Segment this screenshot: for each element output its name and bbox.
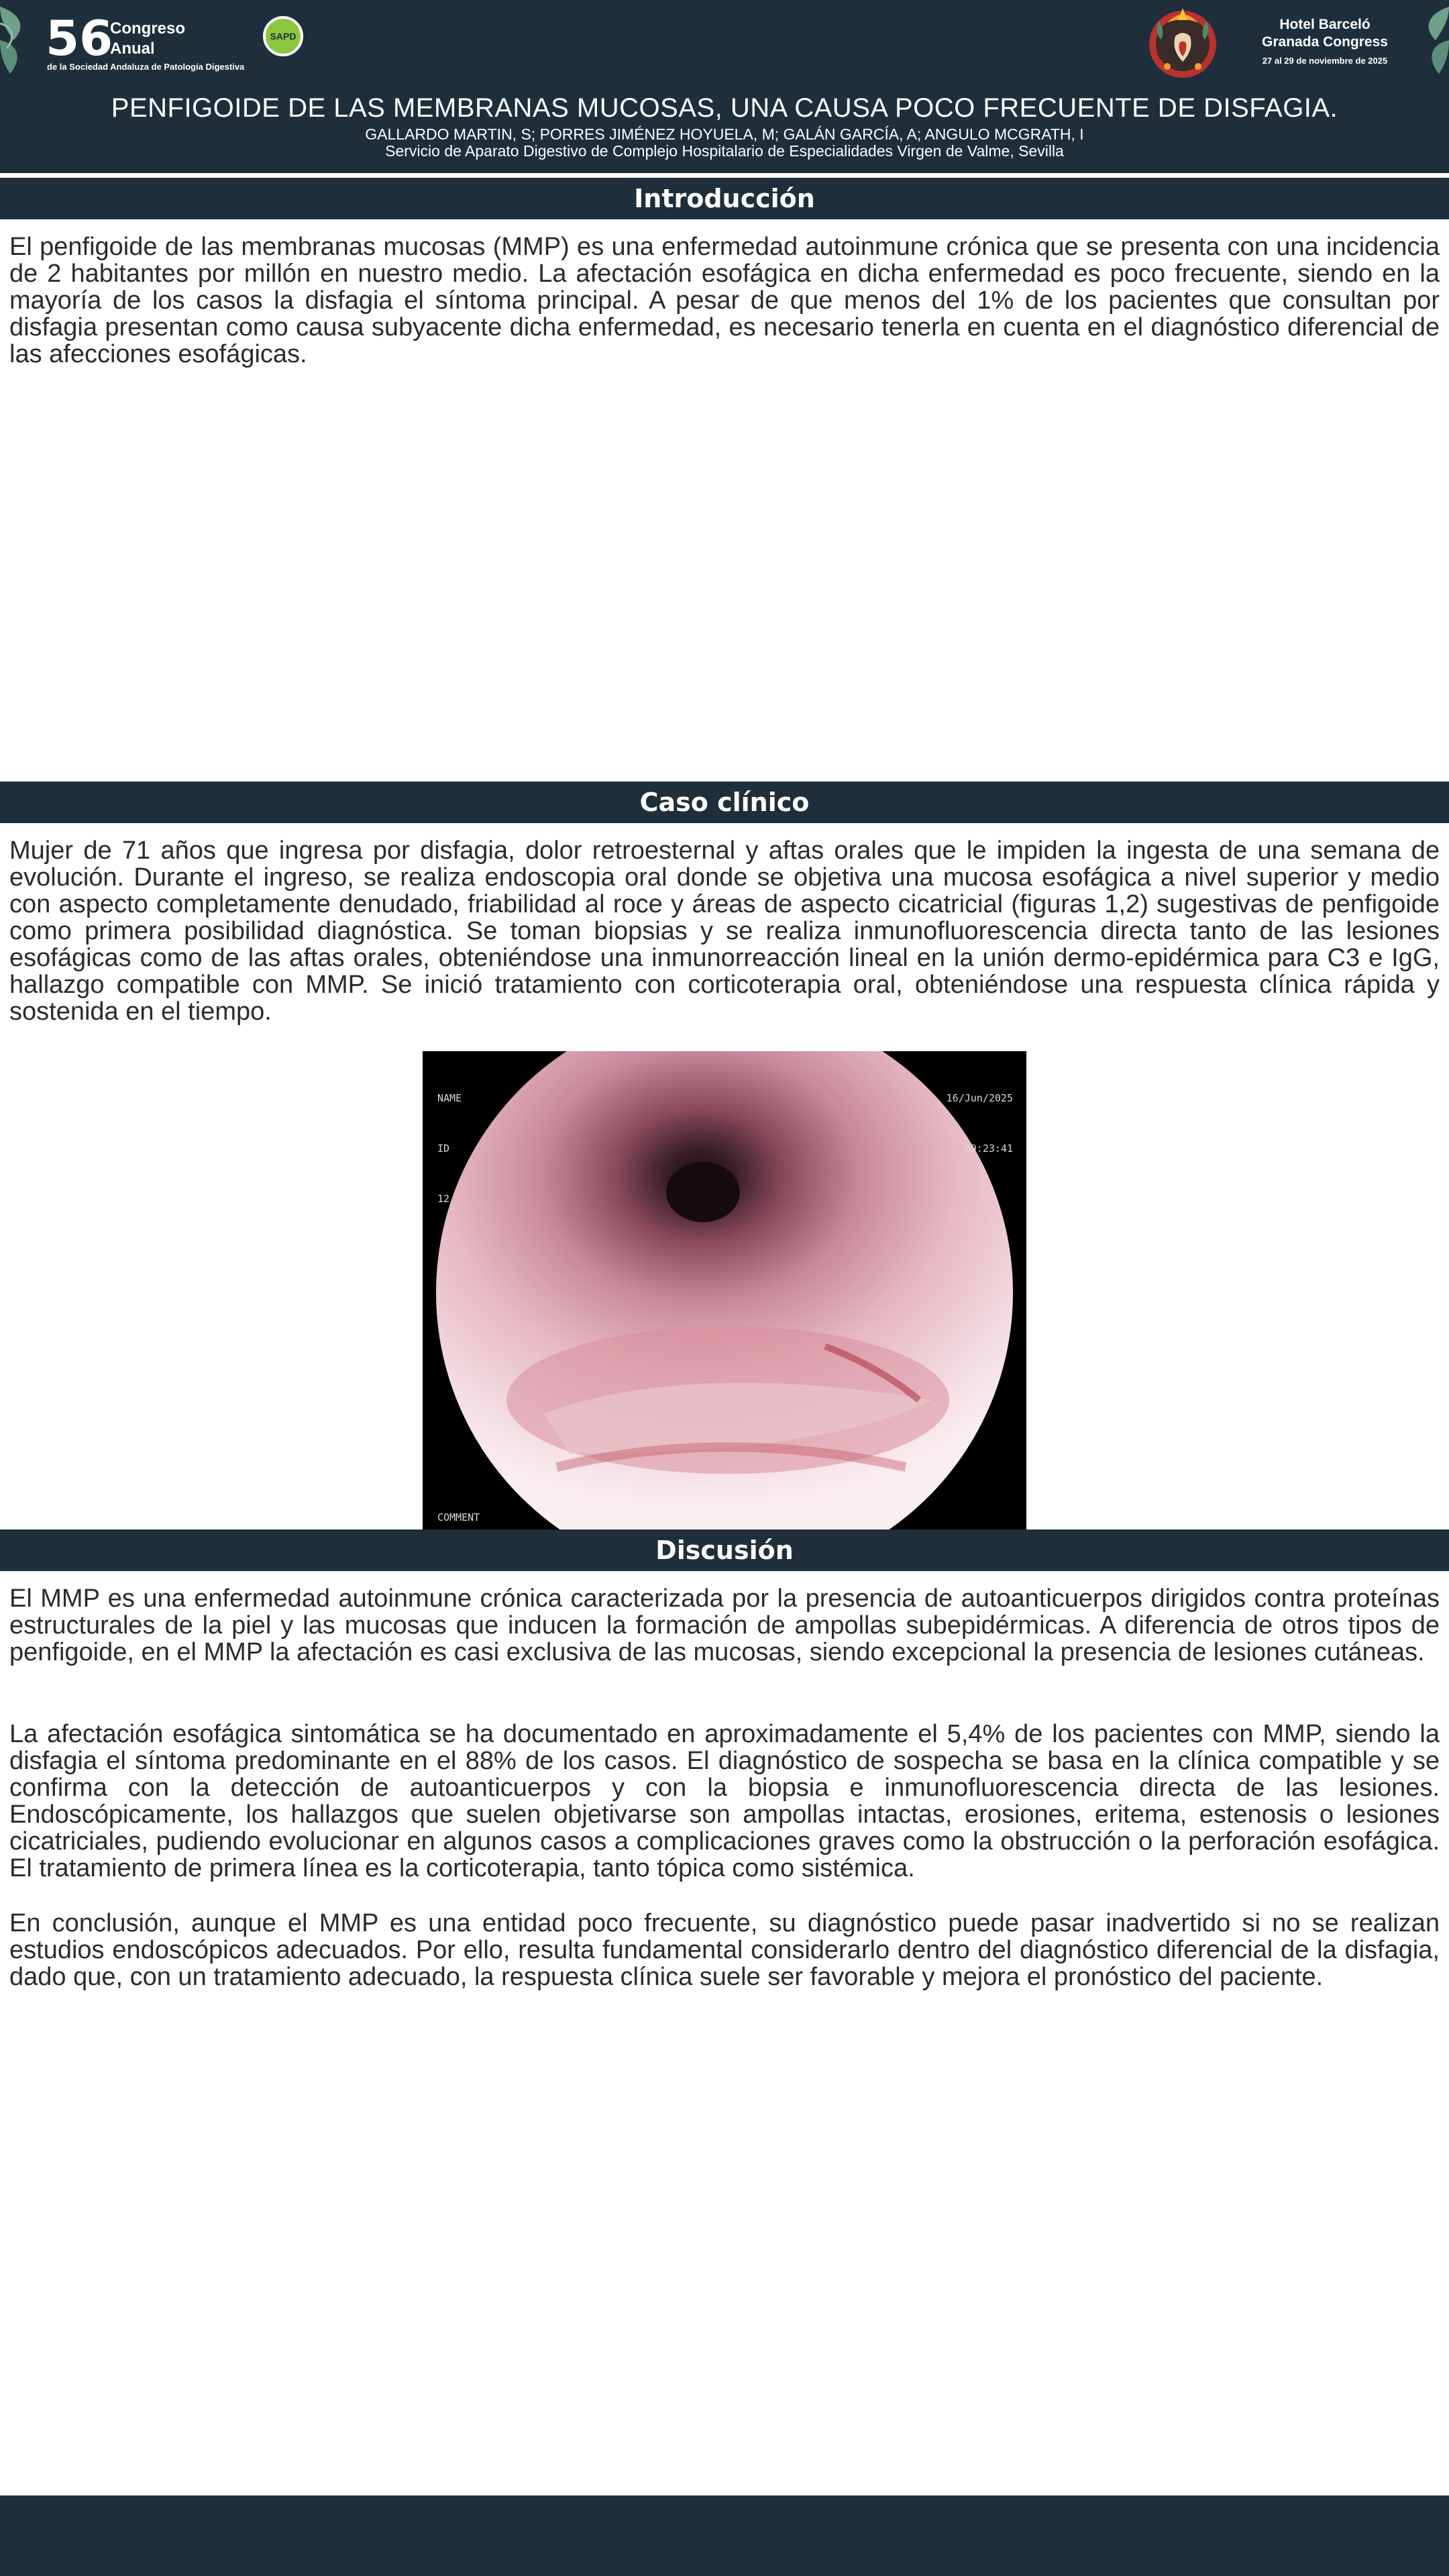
poster-authors: GALLARDO MARTIN, S; PORRES JIMÉNEZ HOYUELA, M; GALÁN GARCÍA, A; ANGULO MCGRATH, I xyxy=(365,125,1084,143)
poster-header xyxy=(0,0,1449,173)
poster-title: PENFIGOIDE DE LAS MEMBRANAS MUCOSAS, UNA CAUSA POCO FRECUENTE DE DISFAGIA. xyxy=(111,93,1338,123)
granada-emblem-icon xyxy=(1140,3,1225,80)
endoscopy-image xyxy=(423,1051,1026,1529)
section-heading-intro: Introducción xyxy=(0,178,1449,219)
endoscopy-overlay-bottom-left: COMMENT xyxy=(437,1511,480,1523)
intro-paragraph: El penfigoide de las membranas mucosas (MMP) es una enfermedad autoinmune crónica que se presenta con una incidencia de 2 habitantes por millón en nuestro medio. La afectación esofágica en dicha enfermedad es poco frecuente, siendo en la mayoría de los casos la disfagia el síntoma principal. A pesar de que menos del 1% de los pacientes que consultan por disfagia presentan como causa subyacente dicha enfermedad, es necesario tenerla en cuenta en el diagnóstico diferencial de las afecciones esofágicas. xyxy=(9,233,1440,368)
case-paragraph: Mujer de 71 años que ingresa por disfagia, dolor retroesternal y aftas orales que le impiden la ingesta de una semana de evolución. Durante el ingreso, se realiza endoscopia oral donde se objetiva una mucosa esofágica a nivel superior y medio con aspecto completamente denudado, friabilidad al roce y áreas de aspecto cicatricial (figuras 1,2) sugestivas de penfigoide como primera posibilidad diagnóstica. Se toman biopsias y se realiza inmunofluorescencia directa tanto de las lesiones esofágicas como de las aftas orales, obteniéndose una inmunorreacción lineal en la unión dermo-epidérmica para C3 e IgG, hallazgo compatible con MMP. Se inició tratamiento con corticoterapia oral, obteniéndose una respuesta clínica rápida y sostenida en el tiempo. xyxy=(9,837,1440,1026)
section-heading-case: Caso clínico xyxy=(0,782,1449,823)
discussion-paragraph-1: El MMP es una enfermedad autoinmune crónica caracterizada por la presencia de autoanticuerpos dirigidos contra proteínas estructurales de la piel y las mucosas que inducen la formación de ampollas subepidérmicas. A diferencia de otros tipos de penfigoide, en el MMP la afectación es casi exclusiva de las mucosas, siendo excepcional la presencia de lesiones cutáneas. xyxy=(9,1585,1440,1666)
section-heading-discussion: Discusión xyxy=(0,1529,1449,1571)
congress-label: Congreso Anual xyxy=(110,19,186,58)
leaf-decoration-icon xyxy=(1409,0,1449,80)
endoscopy-overlay-top-right: 16/Jun/2025 09:23:41 xyxy=(946,1092,1013,1155)
leaf-decoration-icon xyxy=(0,0,40,80)
endoscopy-photo xyxy=(423,1051,1026,1529)
venue-info: Hotel Barceló Granada Congress 27 al 29 de noviembre de 2025 xyxy=(1262,17,1388,66)
discussion-paragraph-3: En conclusión, aunque el MMP es una entidad poco frecuente, su diagnóstico puede pasar inadvertido si no se realizan estudios endoscópicos adecuados. Por ello, resulta fundamental considerarlo dentro del diagnóstico diferencial de la disfagia, dado que, con un tratamiento adecuado, la respuesta clínica suele ser favorable y mejora el pronóstico del paciente. xyxy=(9,1909,1440,1991)
congress-number: 56 xyxy=(46,10,113,66)
congress-logo xyxy=(46,8,297,75)
congress-society: de la Sociedad Andaluza de Patología Digestiva xyxy=(47,62,245,72)
sapd-badge: SAPD xyxy=(263,16,303,56)
poster-footer xyxy=(0,2496,1449,2576)
discussion-paragraph-2: La afectación esofágica sintomática se ha documentado en aproximadamente el 5,4% de los pacientes con MMP, siendo la disfagia el síntoma predominante en el 88% de los casos. El diagnóstico de sospecha se basa en la clínica compatible y se confirma con la detección de autoanticuerpos y con la biopsia e inmunofluorescencia directa de las lesiones. Endoscópicamente, los hallazgos que suelen objetivarse son ampollas intactas, erosiones, eritema, estenosis o lesiones cicatriciales, pudiendo evolucionar en algunos casos a complicaciones graves como la obstrucción o la perforación esofágica. El tratamiento de primera línea es la corticoterapia, tanto tópica como sistémica. xyxy=(9,1720,1440,1882)
endoscopy-overlay-top-left: NAME ID 12 xyxy=(437,1092,462,1205)
poster-affiliation: Servicio de Aparato Digestivo de Complejo Hospitalario de Especialidades Virgen de Valme, Sevilla xyxy=(385,142,1064,160)
